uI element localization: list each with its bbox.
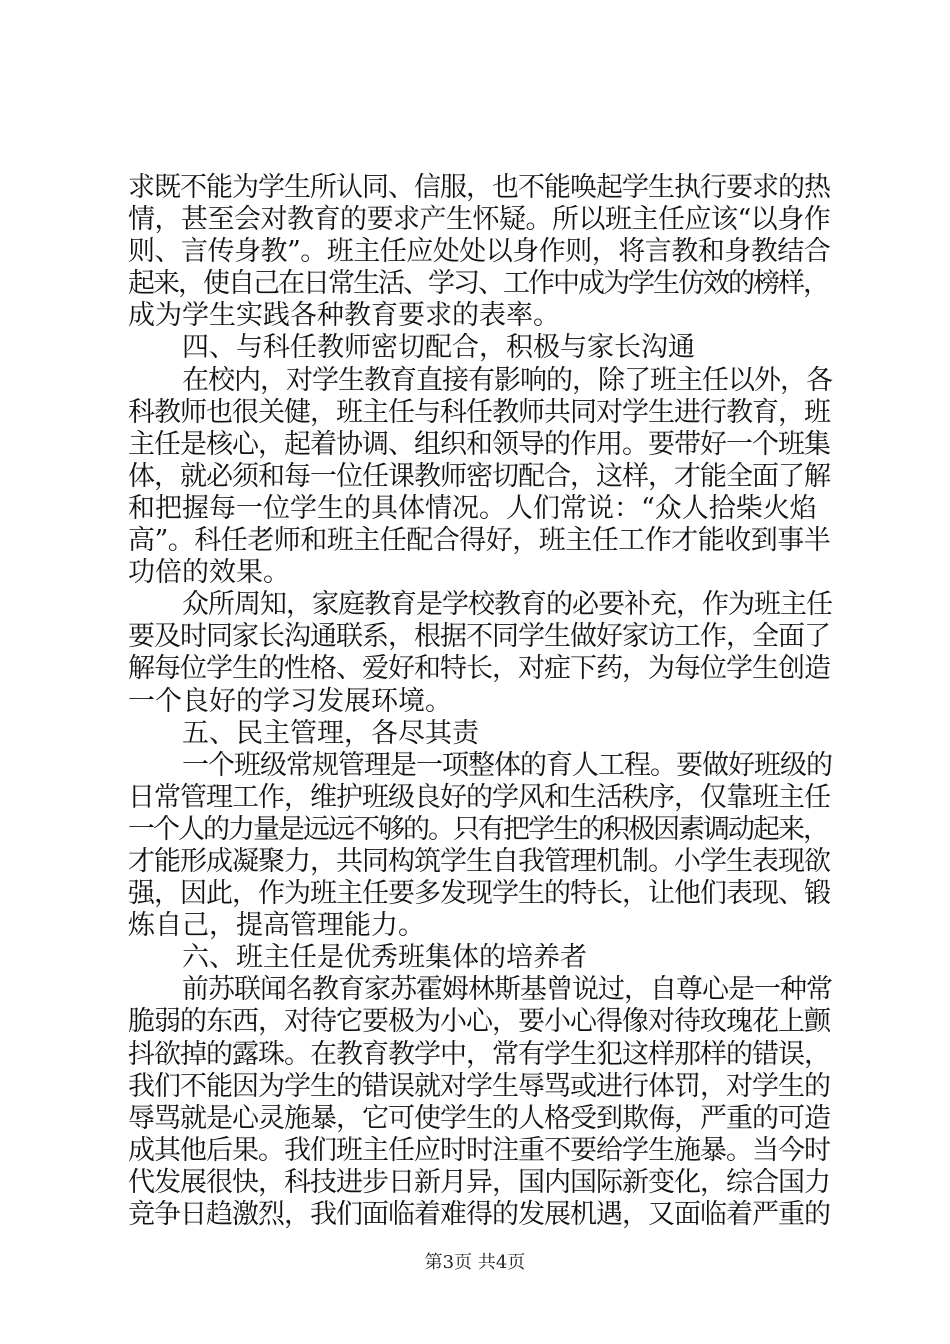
paragraph-start-line: 众所周知，家庭教育是学校教育的必要补充，作为班主任 bbox=[182, 589, 832, 621]
text-line: 成为学生实践各种教育要求的表率。 bbox=[128, 300, 560, 332]
text-line: 我们不能因为学生的错误就对学生辱骂或进行体罚，对学生的 bbox=[128, 1070, 830, 1102]
text-line: 解每位学生的性格、爱好和特长，对症下药，为每位学生创造 bbox=[128, 653, 830, 685]
text-line: 脆弱的东西，对待它要极为小心，要小心得像对待玫瑰花上颤 bbox=[128, 1006, 830, 1038]
text-line: 情，甚至会对教育的要求产生怀疑。所以班主任应该“以身作 bbox=[128, 204, 831, 236]
text-line: 竞争日趋激烈，我们面临着难得的发展机遇，又面临着严重的 bbox=[128, 1199, 830, 1230]
paragraph-start-line: 前苏联闻名教育家苏霍姆林斯基曾说过，自尊心是一种常 bbox=[182, 974, 832, 1006]
text-line: 日常管理工作，维护班级良好的学风和生活秩序，仅靠班主任 bbox=[128, 781, 830, 813]
paragraph-start-line: 六、班主任是优秀班集体的培养者 bbox=[182, 942, 587, 974]
text-line: 炼自己，提高管理能力。 bbox=[128, 910, 425, 942]
text-line: 要及时同家长沟通联系，根据不同学生做好家访工作，全面了 bbox=[128, 621, 830, 653]
paragraph-start-line: 在校内，对学生教育直接有影响的，除了班主任以外，各 bbox=[182, 364, 832, 396]
paragraph-start-line: 五、民主管理，各尽其责 bbox=[182, 717, 479, 749]
text-line: 体，就必须和每一位任课教师密切配合，这样，才能全面了解 bbox=[128, 460, 830, 492]
text-line: 科教师也很关健，班主任与科任教师共同对学生进行教育，班 bbox=[128, 396, 830, 428]
text-line: 和把握每一位学生的具体情况。人们常说：“众人拾柴火焰 bbox=[128, 492, 817, 524]
text-line: 求既不能为学生所认同、信服，也不能唤起学生执行要求的热 bbox=[128, 172, 830, 203]
text-line: 主任是核心，起着协调、组织和领导的作用。要带好一个班集 bbox=[128, 428, 830, 460]
text-line: 起来，使自己在日常生活、学习、工作中成为学生仿效的榜样， bbox=[128, 268, 828, 300]
text-line: 才能形成凝聚力，共同构筑学生自我管理机制。小学生表现欲 bbox=[128, 845, 830, 877]
text-line: 则、言传身教”。班主任应处处以身作则，将言教和身教结合 bbox=[128, 236, 831, 268]
text-line: 一个人的力量是远远不够的。只有把学生的积极因素调动起来， bbox=[128, 813, 828, 845]
text-line: 高”。科任老师和班主任配合得好，班主任工作才能收到事半 bbox=[128, 525, 831, 557]
text-line: 辱骂就是心灵施暴，它可使学生的人格受到欺侮，严重的可造 bbox=[128, 1102, 830, 1134]
page-footer: 第3页 共4页 bbox=[424, 1252, 526, 1273]
text-line: 强，因此，作为班主任要多发现学生的特长，让他们表现、锻 bbox=[128, 878, 830, 910]
text-line: 一个良好的学习发展环境。 bbox=[128, 685, 452, 717]
text-line: 代发展很快，科技进步日新月异，国内国际新变化，综合国力 bbox=[128, 1166, 830, 1198]
paragraph-start-line: 四、与科任教师密切配合，积极与家长沟通 bbox=[182, 332, 695, 364]
body-text bbox=[128, 172, 838, 1231]
text-line: 抖欲掉的露珠。在教育教学中，常有学生犯这样那样的错误， bbox=[128, 1038, 830, 1070]
text-line: 成其他后果。我们班主任应时时注重不要给学生施暴。当今时 bbox=[128, 1134, 830, 1166]
text-line: 功倍的效果。 bbox=[128, 557, 290, 589]
paragraph-start-line: 一个班级常规管理是一项整体的育人工程。要做好班级的 bbox=[182, 749, 832, 781]
